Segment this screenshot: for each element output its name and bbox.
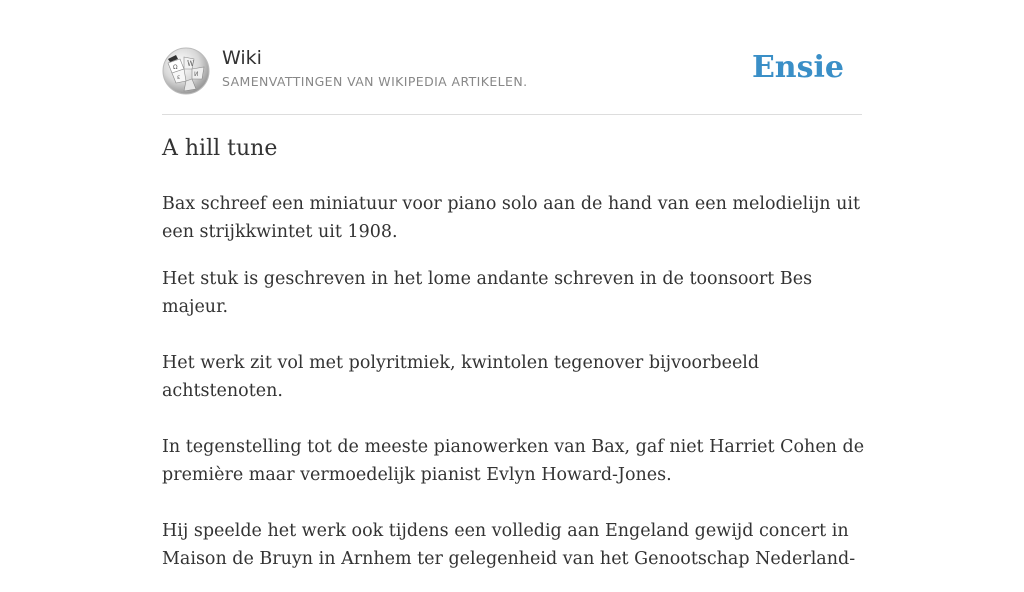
ensie-logo-link[interactable]: Ensie (751, 50, 844, 85)
paragraph: Het werk zit vol met polyritmiek, kwintolen tegenover bijvoorbeeld achtstenoten. (162, 353, 760, 401)
brand (222, 46, 527, 89)
brand-name[interactable]: Wiki (222, 47, 262, 69)
svg-text:Ω: Ω (173, 64, 178, 71)
article-body (162, 190, 867, 592)
wikipedia-globe-icon[interactable] (162, 47, 210, 95)
svg-text:И: И (194, 71, 199, 78)
svg-text:W: W (187, 60, 195, 68)
paragraph: Het stuk is geschreven in het lome andante schreven in de toonsoort Bes majeur. (162, 269, 813, 317)
paragraph: Hij speelde het werk ook tijdens een volledig aan Engeland gewijd concert in Maison de Bruyn in Arnhem ter gelegenheid van het Genootschap Nederland- (162, 521, 856, 569)
paragraph: In tegenstelling tot de meeste pianowerken van Bax, gaf niet Harriet Cohen de première maar vermoedelijk pianist Evlyn Howard-Jones. (162, 437, 865, 485)
brand-tagline: SAMENVATTINGEN VAN WIKIPEDIA ARTIKELEN. (222, 74, 528, 89)
page-title: A hill tune (162, 136, 278, 161)
paragraph: Bax schreef een miniatuur voor piano solo aan de hand van een melodielijn uit een strijkkwintet uit 1908. (162, 194, 860, 242)
site-header (162, 44, 862, 115)
svg-text:ε: ε (177, 74, 181, 81)
